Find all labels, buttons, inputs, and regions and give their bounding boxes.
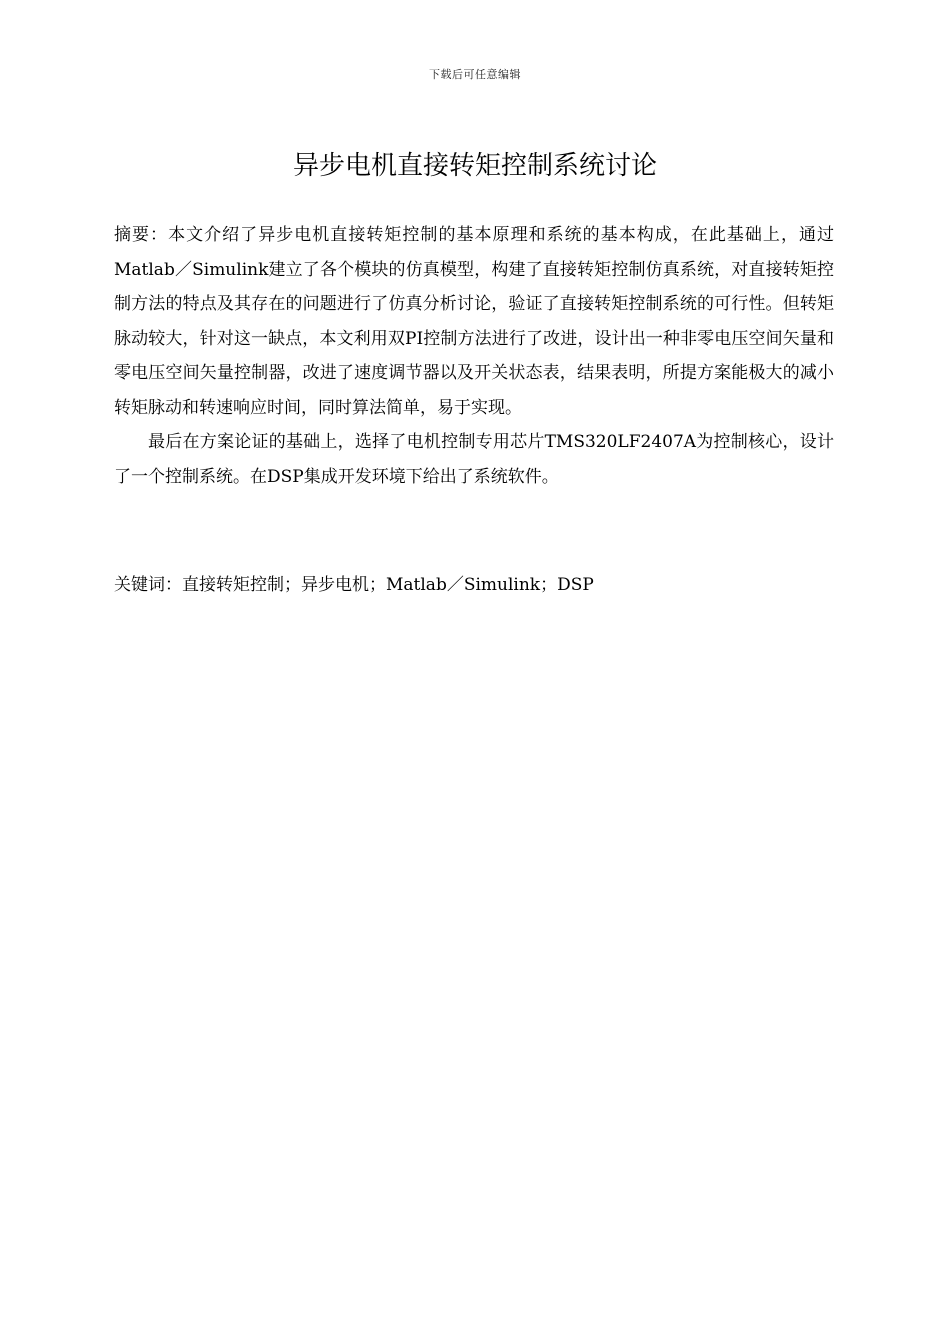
document-title: 异步电机直接转矩控制系统讨论: [292, 151, 657, 181]
header-note: 下载后可任意编辑: [429, 68, 521, 81]
abstract-paragraph-1: 摘要：本文介绍了异步电机直接转矩控制的基本原理和系统的基本构成，在此基础上，通过Matlab／Simulink建立了各个模块的仿真模型，构建了直接转矩控制仿真系统，对直接转矩控制方法的特点及其存在的问题进行了仿真分析讨论，验证了直接转矩控制系统的可行性。但转矩脉动较大，针对这一缺点，本文利用双PI控制方法进行了改进，设计出一种非零电压空间矢量和零电压空间矢量控制器，改进了速度调节器以及开关状态表，结果表明，所提方案能极大的减小转矩脉动和转速响应时间，同时算法简单，易于实现。: [114, 225, 834, 418]
abstract-section: [114, 218, 834, 494]
keywords-line: 关键词：直接转矩控制；异步电机；Matlab／Simulink；DSP: [114, 575, 594, 595]
abstract-paragraph-2: 最后在方案论证的基础上，选择了电机控制专用芯片TMS320LF2407A为控制核心，设计了一个控制系统。在DSP集成开发环境下给出了系统软件。: [114, 432, 834, 487]
